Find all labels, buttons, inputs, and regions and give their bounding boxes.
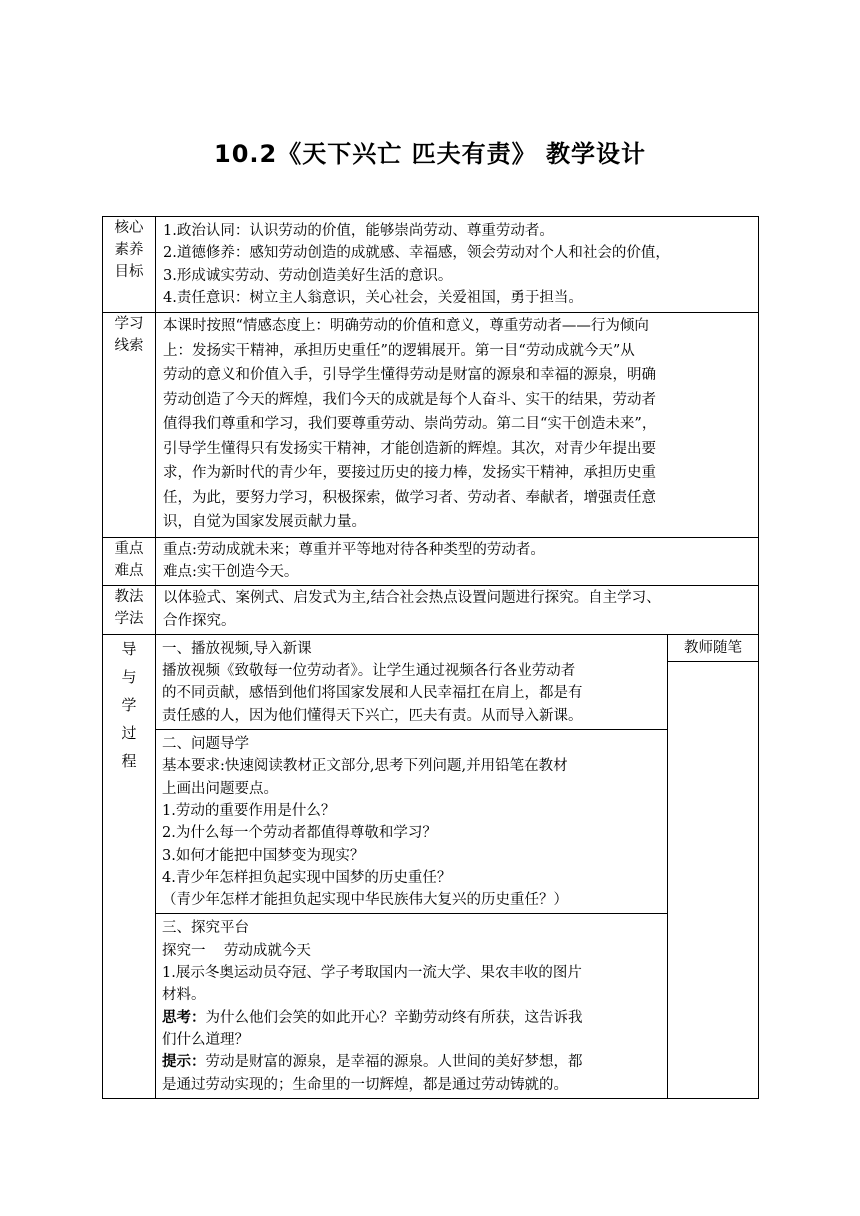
label-key-points: 重点 难点	[103, 537, 156, 586]
text-line: 以体验式、案例式、启发式为主,结合社会热点设置问题进行探究。自主学习、	[163, 590, 661, 607]
text-line: 的不同贡献，感悟到他们将国家发展和人民幸福扛在肩上，都是有	[162, 685, 583, 702]
text-line: 重点:劳动成就未来；尊重并平等地对待各种类型的劳动者。	[163, 541, 545, 558]
text-line: 本课时按照“情感态度上：明确劳动的价值和意义，尊重劳动者——行为倾向	[163, 318, 649, 335]
text-line: 劳动创造了今天的辉煌，我们今天的成就是每个人奋斗、实干的结果，劳动者	[163, 391, 656, 408]
text-line: 播放视频《致敬每一位劳动者》。让学生通过视频各行各业劳动者	[162, 663, 576, 680]
text-line: 难点:实干创造今天。	[163, 563, 299, 580]
text-line: 引导学生懂得只有发扬实干精神，才能创造新的辉煌。其次，对青少年提出要	[163, 440, 656, 457]
text-line: （青少年怎样才能担负起实现中华民族伟大复兴的历史重任？）	[162, 892, 568, 909]
text-line: 上画出问题要点。	[162, 780, 278, 797]
page-title: 10.2《天下兴亡 匹夫有责》 教学设计	[214, 140, 646, 168]
hint-label: 提示：	[162, 1053, 206, 1071]
text-line: 值得我们尊重和学习，我们要尊重劳动、崇尚劳动。第二目“实干创造未来”，	[163, 416, 657, 433]
text-line: 合作探究。	[163, 612, 236, 629]
row-methods	[103, 586, 759, 635]
text-line: 1.政治认同：认识劳动的价值，能够崇尚劳动、尊重劳动者。	[163, 223, 554, 239]
row-core-goals	[103, 217, 759, 313]
core-goals-content	[156, 217, 759, 313]
row-learning-clue	[103, 313, 759, 538]
methods-content	[156, 586, 759, 635]
row-process	[103, 634, 759, 1098]
text-line: 1.展示冬奥运动员夺冠、学子考取国内一流大学、果农丰收的图片	[162, 965, 582, 982]
text-line: 2.为什么每一个劳动者都值得尊敬和学习？	[162, 825, 437, 842]
process-content	[156, 634, 668, 1098]
text-line: 4.责任意识：树立主人翁意识，关心社会，关爱祖国，勇于担当。	[163, 289, 583, 306]
section-subheading: 探究一 劳动成就今天	[162, 942, 311, 959]
teacher-notes-header: 教师随笔	[668, 635, 758, 662]
think-line: 思考：为什么他们会笑的如此开心？辛勤劳动终有所获，这告诉我	[162, 1008, 583, 1026]
section-explore	[156, 914, 667, 1097]
text-line: 4.青少年怎样担负起实现中国梦的历史重任？	[162, 869, 452, 886]
learning-clue-content	[156, 313, 759, 538]
label-learning-clue: 学习 线索	[103, 313, 156, 538]
text-line: 任，为此，要努力学习，积极探索，做学习者、劳动者、奉献者，增强责任意	[163, 489, 656, 506]
text-line: 3.形成诚实劳动、劳动创造美好生活的意识。	[163, 267, 453, 284]
row-key-points	[103, 537, 759, 586]
label-process: 导 与 学 过 程	[103, 634, 156, 1098]
section-heading: 二、问题导学	[162, 736, 249, 753]
text-line: 劳动的意义和价值入手，引导学生懂得劳动是财富的源泉和幸福的源泉，明确	[163, 367, 656, 384]
text-line: 识，自觉为国家发展贡献力量。	[163, 514, 366, 531]
hint-line: 提示：劳动是财富的源泉，是幸福的源泉。人世间的美好梦想，都	[162, 1053, 583, 1071]
lesson-plan-table	[102, 216, 759, 1099]
teacher-notes-column	[668, 634, 759, 1098]
text-line: 材料。	[162, 987, 206, 1004]
text-line: 责任感的人，因为他们懂得天下兴亡，匹夫有责。从而导入新课。	[162, 707, 583, 724]
section-intro	[156, 635, 667, 730]
text-line: 是通过劳动实现的；生命里的一切辉煌，都是通过劳动铸就的。	[162, 1076, 568, 1093]
think-label: 思考：	[162, 1008, 206, 1026]
section-heading: 一、播放视频,导入新课	[162, 640, 312, 657]
text-line: 们什么道理？	[162, 1031, 249, 1048]
text-line: 1.劳动的重要作用是什么？	[162, 802, 336, 819]
text-line: 基本要求:快速阅读教材正文部分,思考下列问题,并用铅笔在教材	[162, 758, 568, 775]
label-core-goals: 核心 素养 目标	[103, 217, 156, 313]
text-line: 3.如何才能把中国梦变为现实？	[162, 847, 365, 864]
text-line: 求，作为新时代的青少年，要接过历史的接力棒，发扬实干精神，承担历史重	[163, 465, 656, 482]
text-line: 2.道德修养：感知劳动创造的成就感、幸福感，领会劳动对个人和社会的价值，	[163, 245, 670, 262]
label-methods: 教法 学法	[103, 586, 156, 635]
text-line: 上：发扬实干精神，承担历史重任”的逻辑展开。第一目“劳动成就今天”从	[163, 342, 635, 359]
section-heading: 三、探究平台	[162, 920, 249, 937]
key-points-content	[156, 537, 759, 586]
section-questions	[156, 730, 667, 914]
